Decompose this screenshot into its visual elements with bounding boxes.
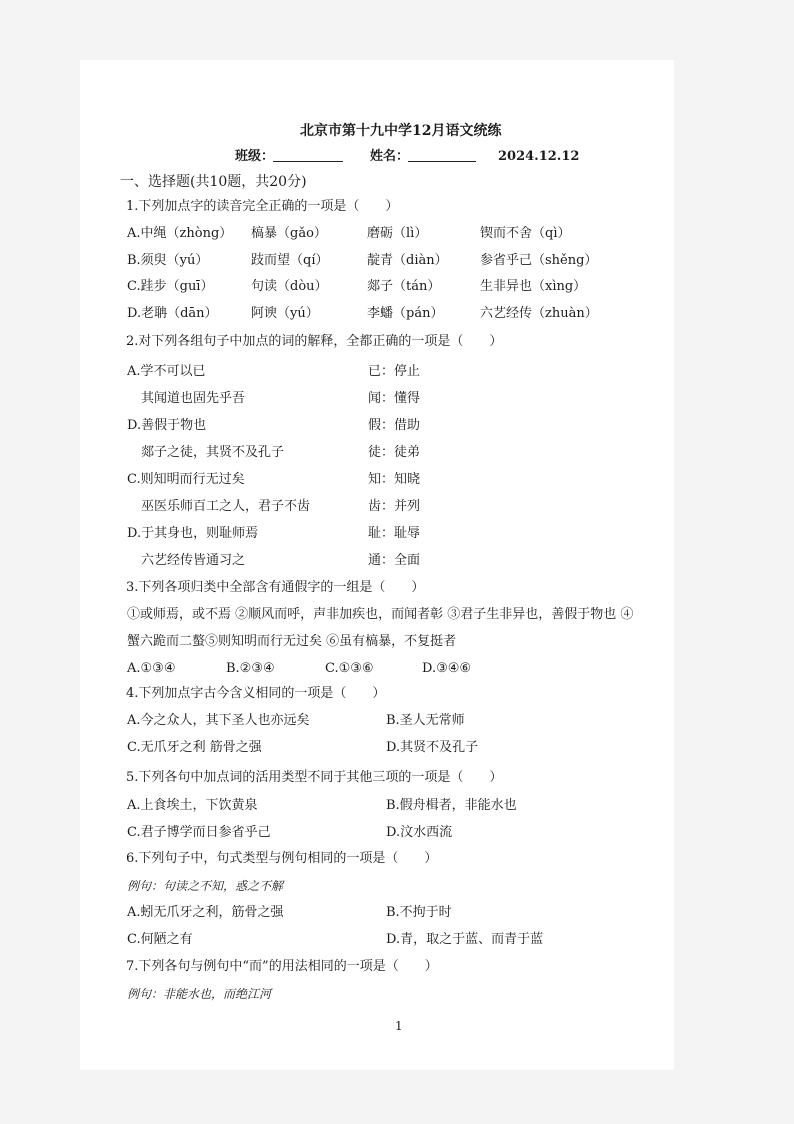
q2-row-6: 巫医乐师百工之人，君子不齿 (141, 499, 311, 514)
q2-row-3: D.善假于物也 (127, 418, 207, 433)
q2-row-6-gloss: 齿：并列 (368, 499, 421, 514)
q2-row-7-gloss: 耻：耻辱 (368, 526, 421, 541)
q2-row-2-gloss: 闻：懂得 (368, 391, 421, 406)
q1-a-3: 磨砺（lì） (367, 226, 428, 241)
q1-c-4: 生非异也（xìng） (480, 279, 587, 294)
q1-b-3: 靛青（diàn） (367, 253, 448, 268)
q5-option-a: A.上食埃土，下饮黄泉 (127, 798, 258, 813)
q4-option-b: B.圣人无常师 (386, 713, 465, 728)
exam-title: 北京市第十九中学12月语文统练 (300, 123, 502, 139)
q3-items-line-2: 蟹六跪而二螯⑤则知明而行无过矣 ⑥虽有槁暴，不复挺者 (127, 634, 457, 649)
q1-a-4: 锲而不舍（qì） (480, 226, 571, 241)
q2-row-1-gloss: 已：停止 (368, 364, 421, 379)
q7-stem: 7.下列各句与例句中“而”的用法相同的一项是（ ） (126, 959, 438, 974)
name-blank[interactable] (408, 149, 476, 162)
q2-row-1: A.学不可以已 (127, 364, 206, 379)
q2-row-8-gloss: 通：全面 (368, 553, 421, 568)
q5-option-b: B.假舟楫者，非能水也 (386, 798, 517, 813)
q5-option-d: D.汶水西流 (386, 825, 453, 840)
q3-option-c: C.①③⑥ (325, 661, 374, 676)
q2-stem: 2.对下列各组句子中加点的词的解释，全都正确的一项是（ ） (126, 334, 503, 349)
section-heading: 一、选择题(共10题，共20分) (120, 174, 307, 190)
q3-option-a: A.①③④ (127, 661, 176, 676)
q1-b-1: B.须臾（yú） (127, 253, 209, 268)
exam-date: 2024.12.12 (498, 149, 580, 164)
q7-example: 例句：非能水也，而绝江河 (127, 987, 272, 1001)
q4-option-a: A.今之众人，其下圣人也亦远矣 (127, 713, 310, 728)
name-label: 姓名： (370, 149, 410, 164)
q6-example: 例句：句读之不知，惑之不解 (127, 879, 284, 893)
q3-items-line-1: ①或师焉，或不焉 ②顺风而呼，声非加疾也，而闻者彰 ③君子生非异也，善假于物也 ④ (127, 607, 634, 622)
q1-a-1: A.中绳（zhòng） (127, 226, 233, 241)
q3-option-d: D.③④⑥ (422, 661, 472, 676)
class-blank[interactable] (273, 149, 343, 162)
q2-row-8: 六艺经传皆通习之 (141, 553, 246, 568)
q6-option-a: A.蚓无爪牙之利，筋骨之强 (127, 905, 284, 920)
q2-row-4-gloss: 徒：徒弟 (368, 445, 421, 460)
q2-row-4: 郯子之徒，其贤不及孔子 (141, 445, 285, 460)
q5-stem: 5.下列各句中加点词的活用类型不同于其他三项的一项是（ ） (126, 770, 503, 785)
q3-option-b: B.②③④ (226, 661, 275, 676)
q6-option-c: C.何陋之有 (127, 932, 193, 947)
q6-stem: 6.下列句子中，句式类型与例句相同的一项是（ ） (126, 851, 438, 866)
q6-option-d: D.青，取之于蓝、而青于蓝 (386, 932, 544, 947)
q3-stem: 3.下列各项归类中全部含有通假字的一组是（ ） (126, 580, 425, 595)
q2-row-3-gloss: 假：借助 (368, 418, 421, 433)
q2-row-7: D.于其身也，则耻师焉 (127, 526, 259, 541)
q2-row-5-gloss: 知：知晓 (368, 472, 421, 487)
q1-b-4: 参省乎己（shěng） (480, 253, 598, 268)
q1-d-3: 李蟠（pán） (367, 306, 444, 321)
q1-b-2: 跂而望（qí） (251, 253, 329, 268)
q5-option-c: C.君子博学而日参省乎己 (127, 825, 271, 840)
q1-d-2: 阿谀（yú） (251, 306, 319, 321)
class-label: 班级： (235, 149, 275, 164)
q2-row-2: 其闻道也固先乎吾 (141, 391, 246, 406)
q4-stem: 4.下列加点字古今含义相同的一项是（ ） (126, 686, 386, 701)
q1-a-2: 槁暴（gǎo） (251, 226, 327, 241)
q6-option-b: B.不拘于时 (386, 905, 452, 920)
q4-option-d: D.其贤不及孔子 (386, 740, 479, 755)
q1-c-3: 郯子（tán） (367, 279, 441, 294)
q1-c-2: 句读（dòu） (251, 279, 328, 294)
q1-d-1: D.老聃（dān） (127, 306, 218, 321)
q1-d-4: 六艺经传（zhuàn） (480, 306, 598, 321)
q4-option-c: C.无爪牙之利 筋骨之强 (127, 740, 262, 755)
q1-stem: 1.下列加点字的读音完全正确的一项是（ ） (126, 199, 399, 214)
page-number: 1 (395, 1019, 403, 1033)
q2-row-5: C.则知明而行无过矣 (127, 472, 245, 487)
q1-c-1: C.跬步（guī） (127, 279, 214, 294)
